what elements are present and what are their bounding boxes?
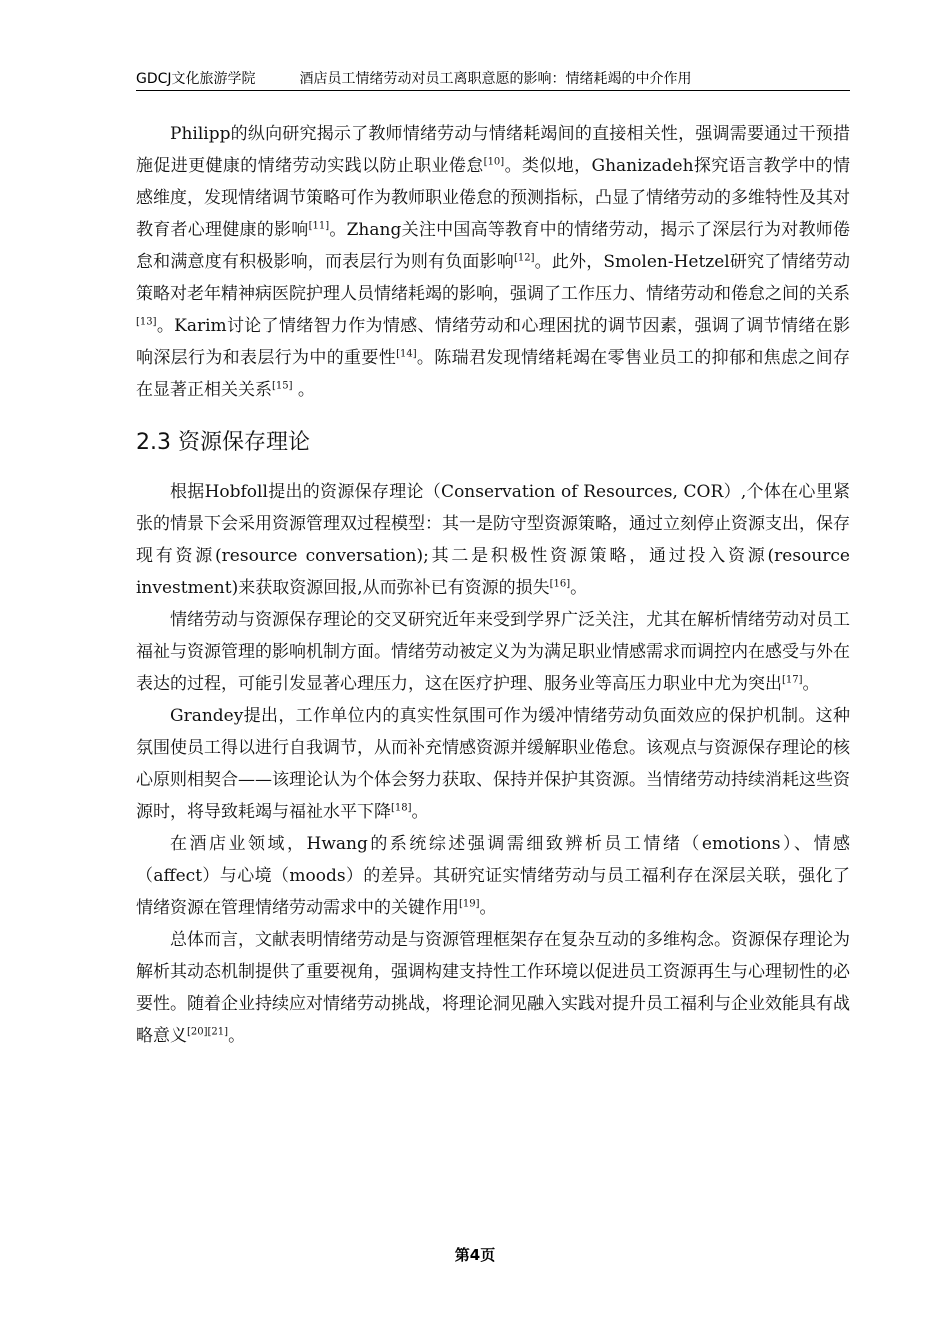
citation-15: [15] xyxy=(272,380,293,392)
header-title: 酒店员工情绪劳动对员工离职意愿的影响：情绪耗竭的中介作用 xyxy=(299,71,692,87)
p4-text-2: 。 xyxy=(411,802,429,822)
p6-text-2: 。 xyxy=(228,1026,246,1046)
page-number: 第4页 xyxy=(454,1246,496,1264)
p5-text-2: 。 xyxy=(479,898,497,918)
citation-16: [16] xyxy=(549,578,571,590)
p1-text-4: 。此外，Smolen-Hetzel研究了情绪劳动策略对老年精神病医院护理人员情绪耗竭的影响，强调了工作压力、情绪劳动和倦怠之间的关系 xyxy=(136,252,850,304)
citation-13: [13] xyxy=(136,316,157,328)
citation-19: [19] xyxy=(459,898,480,910)
p1-text-1: Philipp的纵向研究揭示了教师情绪劳动与情绪耗竭间的直接相关性，强调需要通过干预措施促进更健康的情绪劳动实践以防止职业倦怠 xyxy=(136,124,850,176)
p1-text-6: 。陈瑞君发现情绪耗竭在零售业员工的抑郁和焦虑之间存在显著正相关关系 xyxy=(136,348,851,400)
paragraph-2 xyxy=(136,476,850,604)
p5-text-1: 在酒店业领域，Hwang的系统综述强调需细致辨析员工情绪（emotions）、情感（affect）与心境（moods）的差异。其研究证实情绪劳动与员工福利存在深层关联，强化了情绪资源在管理情绪劳动需求中的关键作用 xyxy=(136,834,850,918)
citation-12: [12] xyxy=(513,252,535,264)
paragraph-6 xyxy=(136,924,850,1052)
citation-14: [14] xyxy=(396,348,417,360)
running-header xyxy=(136,70,850,91)
p1-text-7: 。 xyxy=(292,380,315,400)
paragraph-1 xyxy=(136,118,850,406)
p1-text-5: 。Karim讨论了情绪智力作为情感、情绪劳动和心理困扰的调节因素，强调了调节情绪在影响深层行为和表层行为中的重要性 xyxy=(136,316,850,368)
p3-text-1: 情绪劳动与资源保存理论的交叉研究近年来受到学界广泛关注，尤其在解析情绪劳动对员工福祉与资源管理的影响机制方面。情绪劳动被定义为为满足职业情感需求而调控内在感受与外在表达的过程，可能引发显著心理压力，这在医疗护理、服务业等高压力职业中尤为突出 xyxy=(136,610,850,694)
p1-text-2: 。类似地，Ghanizadeh探究语言教学中的情感维度，发现情绪调节策略可作为教师职业倦怠的预测指标，凸显了情绪劳动的多维特性及其对教育者心理健康的影响 xyxy=(136,156,850,240)
body-text xyxy=(136,118,850,1052)
p6-text-1: 总体而言，文献表明情绪劳动是与资源管理框架存在复杂互动的多维构念。资源保存理论为解析其动态机制提供了重要视角，强调构建支持性工作环境以促进员工资源再生与心理韧性的必要性。随着企业持续应对情绪劳动挑战，将理论洞见融入实践对提升员工福利与企业效能具有战略意义 xyxy=(136,930,850,1046)
p2-text-2: 。 xyxy=(570,578,588,598)
paragraph-4 xyxy=(136,700,850,828)
section-heading: 2.3 资源保存理论 xyxy=(136,430,310,455)
p3-text-2: 。 xyxy=(802,674,820,694)
p1-text-3: 。Zhang关注中国高等教育中的情绪劳动，揭示了深层行为对教师倦怠和满意度有积极影响，而表层行为则有负面影响 xyxy=(136,220,850,272)
citation-18: [18] xyxy=(391,802,412,814)
citation-20-21: [20][21] xyxy=(187,1026,229,1038)
citation-11: [11] xyxy=(308,220,330,232)
header-school: GDCJ文化旅游学院 xyxy=(136,71,256,87)
citation-17: [17] xyxy=(782,674,803,686)
citation-10: [10] xyxy=(483,156,505,168)
p2-text-1: 根据Hobfoll提出的资源保存理论（Conservation of Resources, COR）,个体在心里紧张的情景下会采用资源管理双过程模型：其一是防守型资源策略，通过立刻停止资源支出，保存现有资源(resource conversation);其二是积极性资源策略，通过投入资源(resource investment)来获取资源回报,从而弥补已有资源的损失 xyxy=(136,482,850,598)
paragraph-3 xyxy=(136,604,850,700)
p4-text-1: Grandey提出，工作单位内的真实性氛围可作为缓冲情绪劳动负面效应的保护机制。这种氛围使员工得以进行自我调节，从而补充情感资源并缓解职业倦怠。该观点与资源保存理论的核心原则相契合——该理论认为个体会努力获取、保持并保护其资源。当情绪劳动持续消耗这些资源时，将导致耗竭与福祉水平下降 xyxy=(136,706,850,822)
paragraph-5 xyxy=(136,828,850,924)
